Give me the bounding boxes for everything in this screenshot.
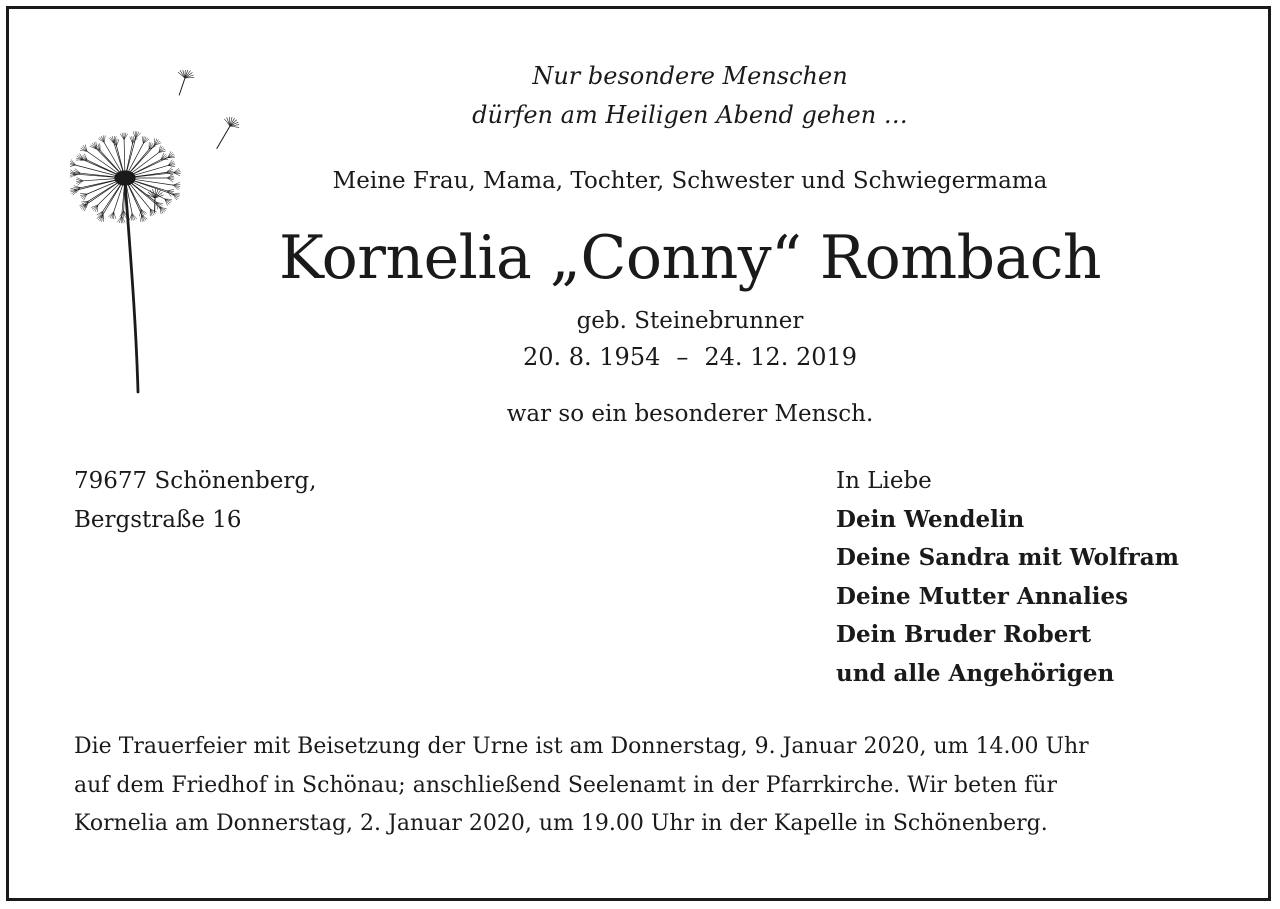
address-line-1: 79677 Schönenberg, <box>74 468 317 494</box>
motto-line-1: Nur besondere Menschen <box>532 62 848 90</box>
notice-line-2: auf dem Friedhof in Schönau; anschließend Seelenamt in der Pfarrkirche. Wir beten für <box>74 772 1057 798</box>
motto <box>250 57 1130 135</box>
dandelion-icon <box>70 70 260 400</box>
family-member: Deine Mutter Annalies <box>836 582 1129 610</box>
family-intro: In Liebe <box>836 468 932 494</box>
family-signature <box>836 462 1179 693</box>
tagline: war so ein besonderer Mensch. <box>506 401 874 427</box>
address <box>74 462 316 540</box>
death-date: 24. 12. 2019 <box>704 343 858 371</box>
family-member: Dein Wendelin <box>836 505 1025 533</box>
address-line-2: Bergstraße 16 <box>74 507 242 533</box>
motto-line-2: dürfen am Heiligen Abend gehen … <box>472 101 908 129</box>
birth-name: geb. Steinebrunner <box>576 308 804 334</box>
family-member: Dein Bruder Robert <box>836 621 1092 648</box>
intro-text: Meine Frau, Mama, Tochter, Schwester und Schwiegermama <box>332 168 1048 194</box>
deceased-name: Kornelia „Conny“ Rombach <box>278 223 1102 293</box>
family-member: Deine Sandra mit Wolfram <box>836 544 1180 571</box>
funeral-notice <box>74 728 1200 844</box>
family-member: und alle Angehörigen <box>836 659 1115 687</box>
date-separator: – <box>676 343 689 371</box>
notice-line-1: Die Trauerfeier mit Beisetzung der Urne ist am Donnerstag, 9. Januar 2020, um 14.00 Uhr <box>74 734 1089 759</box>
birth-date: 20. 8. 1954 <box>522 343 661 371</box>
life-dates <box>250 339 1130 375</box>
notice-line-3: Kornelia am Donnerstag, 2. Januar 2020, um 19.00 Uhr in der Kapelle in Schönenberg. <box>74 811 1048 836</box>
